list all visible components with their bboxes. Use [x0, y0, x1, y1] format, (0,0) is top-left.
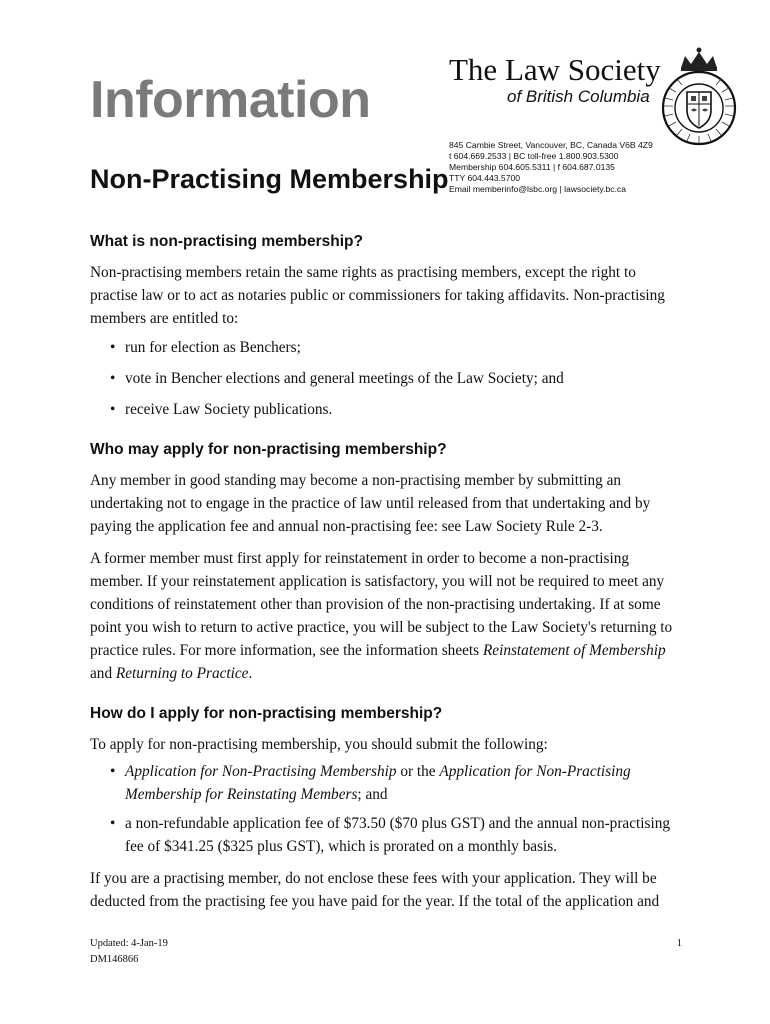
contact-membership: Membership 604.605.5311 | f 604.687.0135	[449, 162, 615, 172]
contact-tty: TTY 604.443.5700	[449, 173, 521, 183]
contact-block	[449, 140, 653, 195]
section-how-intro: To apply for non-practising membership, you should submit the following:	[90, 736, 548, 753]
section-how-closing: If you are a practising member, do not enclose these fees with your application. They will be deducted from the practising fee you have paid for the year. If the total of the application and	[90, 870, 660, 910]
reinstatement-sheet-title: Reinstatement of Membership	[482, 642, 666, 659]
page-footer	[90, 936, 682, 968]
list-item: • receive Law Society publications.	[90, 398, 682, 421]
section-heading-what: What is non-practising membership?	[90, 233, 363, 250]
section-heading-who: Who may apply for non-practising membership?	[90, 441, 447, 458]
list-item: • run for election as Benchers;	[90, 336, 682, 359]
page-title: Information	[90, 71, 371, 129]
entitlements-list	[90, 336, 682, 421]
updated-date: Updated: 4-Jan-19	[90, 938, 168, 949]
section-who-p1: Any member in good standing may become a non-practising member by submitting an undertaking not to engage in the practice of law until released from that undertaking and by paying the application fee and annual non-practising fee: see Law Society Rule 2-3.	[90, 472, 651, 535]
law-society-seal-logo	[651, 46, 747, 146]
page-number: 1	[676, 938, 682, 949]
section-heading-how: How do I apply for non-practising membership?	[90, 705, 443, 722]
section-what-intro: Non-practising members retain the same rights as practising members, except the right to practise law or to act as notaries public or commissioners for taking affidavits. Non-practising members are entitled to:	[90, 264, 665, 327]
list-item: • vote in Bencher elections and general meetings of the Law Society; and	[90, 367, 682, 390]
returning-sheet-title: Returning to Practice	[115, 665, 249, 682]
org-name: The Law Society	[449, 52, 661, 87]
document-body	[90, 232, 682, 913]
document-id: DM146866	[90, 954, 139, 965]
contact-address: 845 Cambie Street, Vancouver, BC, Canada V6B 4Z9	[449, 140, 653, 150]
page-subtitle: Non-Practising Membership	[90, 164, 449, 194]
list-item: • Application for Non-Practising Membership or the Application for Non-Practising Membership for Reinstating Members; and	[90, 760, 682, 806]
contact-email: Email memberinfo@lsbc.org | lawsociety.bc.ca	[449, 184, 627, 194]
contact-phone: t 604.669.2533 | BC toll-free 1.800.903.5300	[449, 151, 619, 161]
section-who-p2: A former member must first apply for reinstatement in order to become a non-practising member. If your reinstatement application is satisfactory, you will not be required to meet any conditions of reinstatement other than provision of the non-practising undertaking. If at some point you wish to return to active practice, you will be subject to the Law Society's returning to practice rules. For more information, see the information sheets Reinstatement of Membership and Returning to Practice.	[90, 550, 673, 682]
list-item: • a non-refundable application fee of $73.50 ($70 plus GST) and the annual non-practising fee of $341.25 ($325 plus GST), which is prorated on a monthly basis.	[90, 812, 682, 858]
org-subtitle: of British Columbia	[507, 87, 650, 106]
application-list	[90, 760, 682, 858]
